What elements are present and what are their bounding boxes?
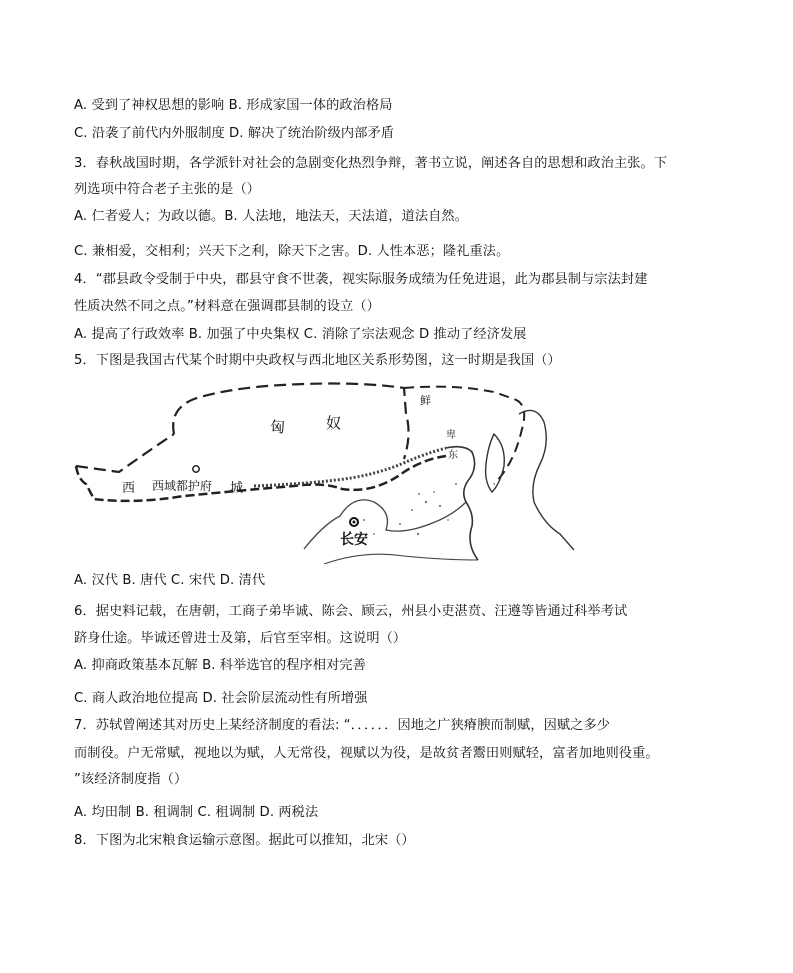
q3-options-cd: C. 兼相爱，交相利；兴天下之利，除天下之害。D. 人性本恶；隆礼重法。 bbox=[74, 244, 510, 259]
q2-options-cd: C. 沿袭了前代内外服制度 D. 解决了统治阶级内部矛盾 bbox=[74, 126, 395, 141]
label-xiyu: 西 bbox=[122, 481, 136, 496]
q6-stem-line2: 跻身仕途。毕诚还曾进士及第，后官至宰相。这说明（） bbox=[74, 631, 407, 646]
northern-frontier bbox=[173, 384, 408, 460]
great-wall bbox=[254, 448, 446, 486]
q8-stem: 8．下图为北宋粮食运输示意图。据此可以推知，北宋（） bbox=[74, 833, 415, 848]
terrain-dots bbox=[349, 483, 457, 535]
japan-islands bbox=[519, 410, 574, 550]
western-frontier bbox=[76, 434, 174, 472]
q7-options: A. 均田制 B. 租调制 C. 租调制 D. 两税法 bbox=[74, 805, 319, 820]
historical-map bbox=[74, 374, 578, 564]
q4-options: A. 提高了行政效率 B. 加强了中央集权 C. 消除了宗法观念 D 推动了经济发展 bbox=[74, 327, 527, 342]
label-xian: 鲜 bbox=[420, 394, 431, 407]
q6-options-cd: C. 商人政治地位提高 D. 社会阶层流动性有所增强 bbox=[74, 691, 368, 706]
q4-stem-line2: 性质决然不同之点。”材料意在强调郡县制的设立（） bbox=[74, 299, 380, 314]
coastline bbox=[446, 447, 478, 560]
label-xiongnu-1: 匈 bbox=[270, 418, 286, 436]
label-dong: 东 bbox=[448, 450, 458, 461]
duhufu-marker bbox=[193, 466, 199, 472]
q2-options-ab: A. 受到了神权思想的影响 B. 形成家国一体的政治格局 bbox=[74, 98, 393, 113]
q7-stem-line2: 而制役。户无常赋，视地以为赋，人无常役，视赋以为役，是故贫者鬻田则赋轻，富者加地则役重。 bbox=[74, 746, 659, 761]
q5-stem: 5．下图是我国古代某个时期中央政权与西北地区关系形势图，这一时期是我国（） bbox=[74, 353, 561, 368]
label-cheng: 城 bbox=[230, 481, 244, 496]
q6-stem-line1: 6．据史料记载，在唐朝，工商子弟毕诚、陈会、顾云，州县小吏湛贲、汪遵等皆通过科举考试 bbox=[74, 604, 628, 619]
q4-stem-line1: 4．“郡县政令受制于中央，郡县守食不世袭，视实际服务成绩为任免进退，此为郡县制与宗法封建 bbox=[74, 272, 648, 287]
q3-stem-line1: 3．春秋战国时期，各学派针对社会的急剧变化热烈争辩，著书立说，阐述各自的思想和政治主张。下 bbox=[74, 156, 668, 171]
q7-stem-line3: ”该经济制度指（） bbox=[74, 772, 188, 787]
yangtze-river bbox=[324, 554, 478, 564]
q3-stem-line2: 列选项中符合老子主张的是（） bbox=[74, 182, 261, 197]
q6-options-ab: A. 抑商政策基本瓦解 B. 科举选官的程序相对完善 bbox=[74, 658, 366, 673]
q7-stem-line1: 7．苏轼曾阐述其对历史上某经济制度的看法: “．．．．．．因地之广狭瘠腴而制赋，因赋之多少 bbox=[74, 718, 611, 733]
label-bei: 卑 bbox=[446, 430, 456, 441]
q3-options-ab: A. 仁者爱人；为政以德。B. 人法地，地法天，天法道，道法自然。 bbox=[74, 209, 468, 224]
korean-peninsula bbox=[486, 434, 505, 492]
q5-options: A. 汉代 B. 唐代 C. 宋代 D. 清代 bbox=[74, 573, 266, 588]
label-duhufu: 西域都护府 bbox=[152, 479, 213, 493]
label-changan: 长安 bbox=[340, 532, 368, 548]
map-figure bbox=[74, 374, 578, 564]
label-xiongnu-2: 奴 bbox=[326, 414, 342, 432]
yellow-river bbox=[304, 500, 466, 549]
